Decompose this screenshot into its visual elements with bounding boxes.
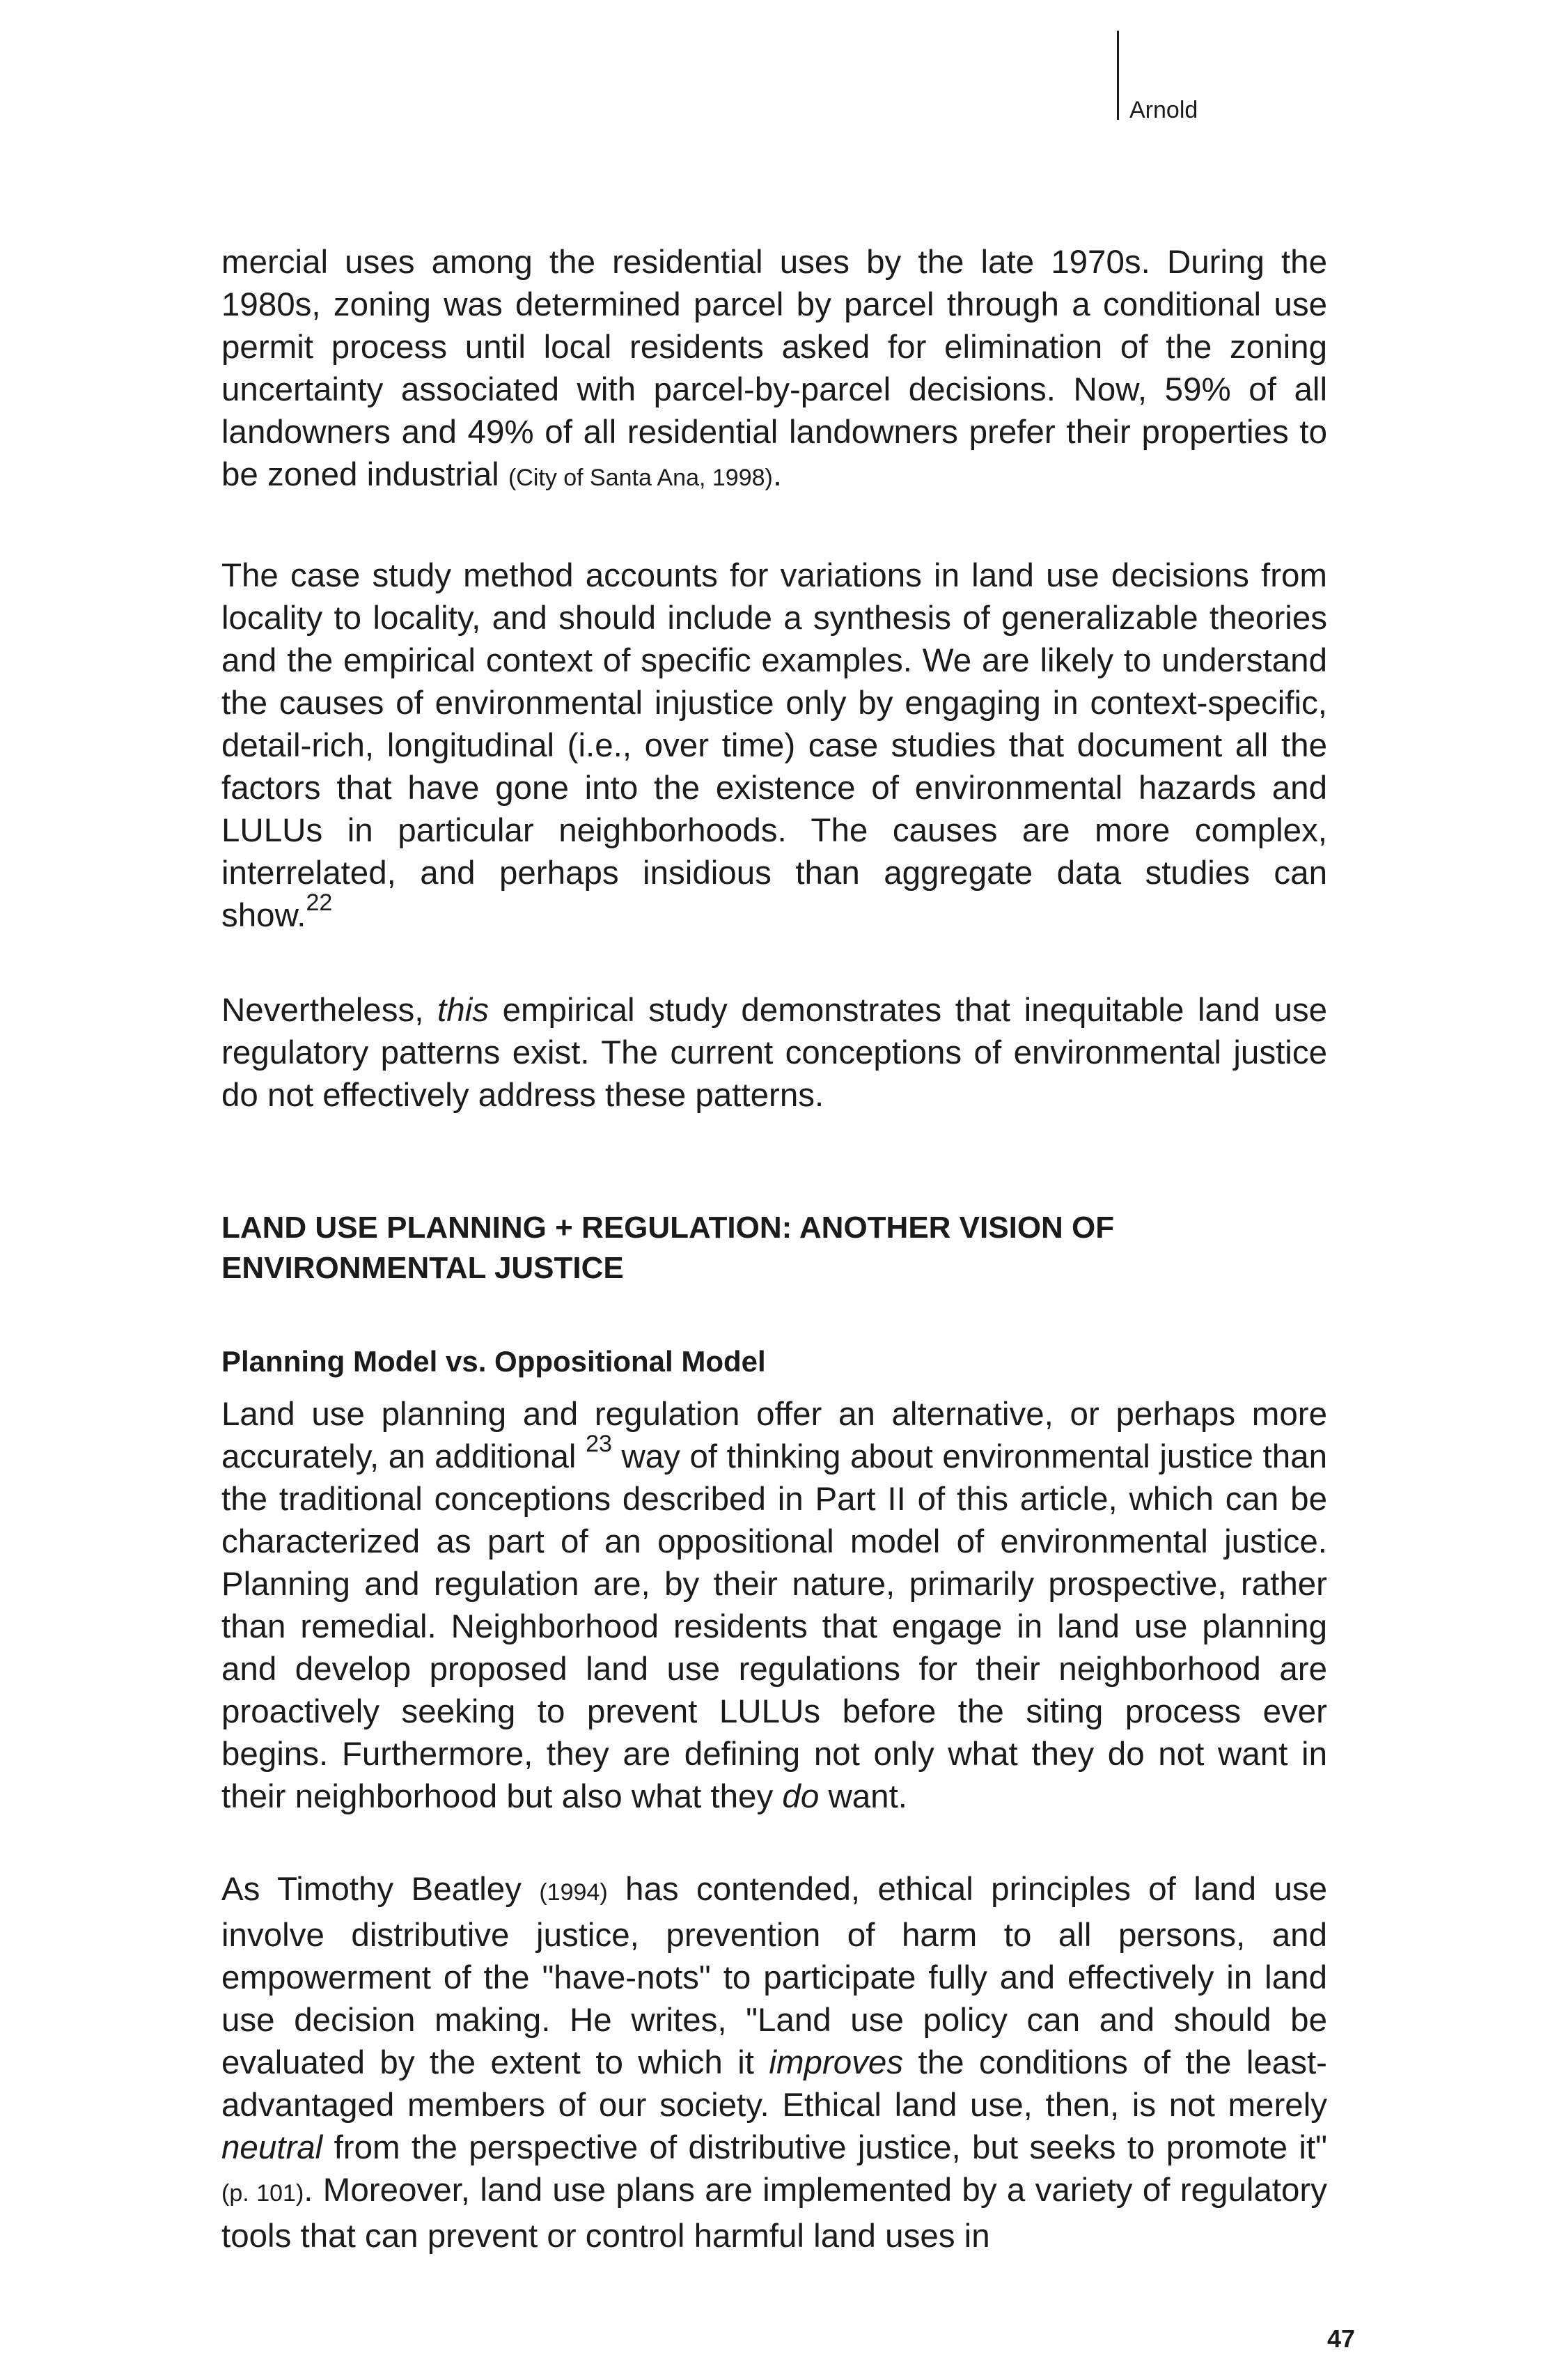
paragraph-5-text-b: has contended, ethical principles of land use involve distributive justice, prevention of harm to all persons, and empowerment of the "have-nots" to participate fully and effectively in land use decision making. He writes, "Land use policy can and should be evaluated by the extent to which it xyxy=(221,1871,1328,2081)
paragraph-4-emphasis: do xyxy=(782,1778,820,1815)
section-heading-line-2: ENVIRONMENTAL JUSTICE xyxy=(221,1251,624,1285)
citation-page-101: (p. 101) xyxy=(221,2180,304,2207)
paragraph-4 xyxy=(221,1393,1327,1818)
running-head: Arnold xyxy=(1129,97,1198,123)
paragraph-2-text: The case study method accounts for variations in land use decisions from locality to locality, and should include a synthesis of generalizable theories and the empirical context of specific examples. We are likely to understand the causes of environmental injustice only by engaging in context-specific, detail-rich, longitudinal (i.e., over time) case studies that document all the factors that have gone into the existence of environmental hazards and LULUs in particular neighborhoods. The causes are more complex, interrelated, and perhaps insidious than aggregate data studies can show. xyxy=(221,557,1327,934)
paragraph-5-emphasis-improves: improves xyxy=(769,2044,904,2081)
paragraph-2 xyxy=(221,554,1327,937)
paragraph-1-text: mercial uses among the residential uses by the late 1970s. During the 1980s, zoning was determined parcel by parcel through a conditional use permit process until local residents asked for elimination of the zoning uncertainty associated with parcel-by-parcel decisions. Now, 59% of all landowners and 49% of all residential landowners prefer their properties to be zoned industrial xyxy=(221,244,1327,493)
citation-city-of-santa-ana: (City of Santa Ana, 1998) xyxy=(508,465,773,491)
paragraph-4-text-a: Land use planning and regulation offer an alternative, or perhaps more accurately, an additional xyxy=(221,1396,1327,1475)
subheading-text: Planning Model vs. Oppositional Model xyxy=(221,1345,766,1378)
paragraph-4-text-c: want. xyxy=(819,1778,907,1815)
page-number: 47 xyxy=(1327,2324,1356,2353)
footnote-ref-22: 22 xyxy=(306,889,333,917)
paragraph-3-emphasis: this xyxy=(437,992,489,1029)
paragraph-1-end: . xyxy=(772,456,783,493)
paragraph-5-text-c: the conditions of the least-advantaged members of our society. Ethical land use, then, is not merely xyxy=(221,2044,1327,2124)
paragraph-4-text-b: way of thinking about environmental justice than the traditional conceptions described in Part II of this article, which can be characterized as part of an oppositional model of environmental justice. Planning and regulation are, by their nature, primarily prospective, rather than remedial. Neighborhood residents that engage in land use planning and develop proposed land use regulations for their neighborhood are proactively seeking to prevent LULUs before the siting process ever begins. Furthermore, they are defining not only what they do not want in their neighborhood but also what they xyxy=(221,1438,1327,1815)
paragraph-1 xyxy=(221,241,1327,499)
section-heading-line-1: LAND USE PLANNING + REGULATION: ANOTHER VISION OF xyxy=(221,1211,1115,1245)
citation-beatley-1994: (1994) xyxy=(539,1879,608,1906)
section-heading xyxy=(221,1208,1327,1289)
paragraph-5-text-e: . Moreover, land use plans are implemented by a variety of regulatory tools that can prevent or control harmful land uses in xyxy=(221,2172,1327,2255)
paragraph-5-text-a: As Timothy Beatley xyxy=(221,1871,540,1908)
paragraph-5-emphasis-neutral: neutral xyxy=(221,2129,323,2166)
header-rule xyxy=(1117,31,1119,120)
paragraph-3 xyxy=(221,989,1327,1117)
footnote-ref-23: 23 xyxy=(586,1431,612,1458)
paragraph-5 xyxy=(221,1868,1327,2257)
paragraph-3-text-a: Nevertheless, xyxy=(221,992,438,1029)
paragraph-5-text-d: from the perspective of distributive justice, but seeks to promote it" xyxy=(322,2129,1327,2166)
paragraph-3-text-b: empirical study demonstrates that inequitable land use regulatory patterns exist. The current conceptions of environmental justice do not effectively address these patterns. xyxy=(221,992,1327,1114)
subheading xyxy=(221,1341,1327,1382)
